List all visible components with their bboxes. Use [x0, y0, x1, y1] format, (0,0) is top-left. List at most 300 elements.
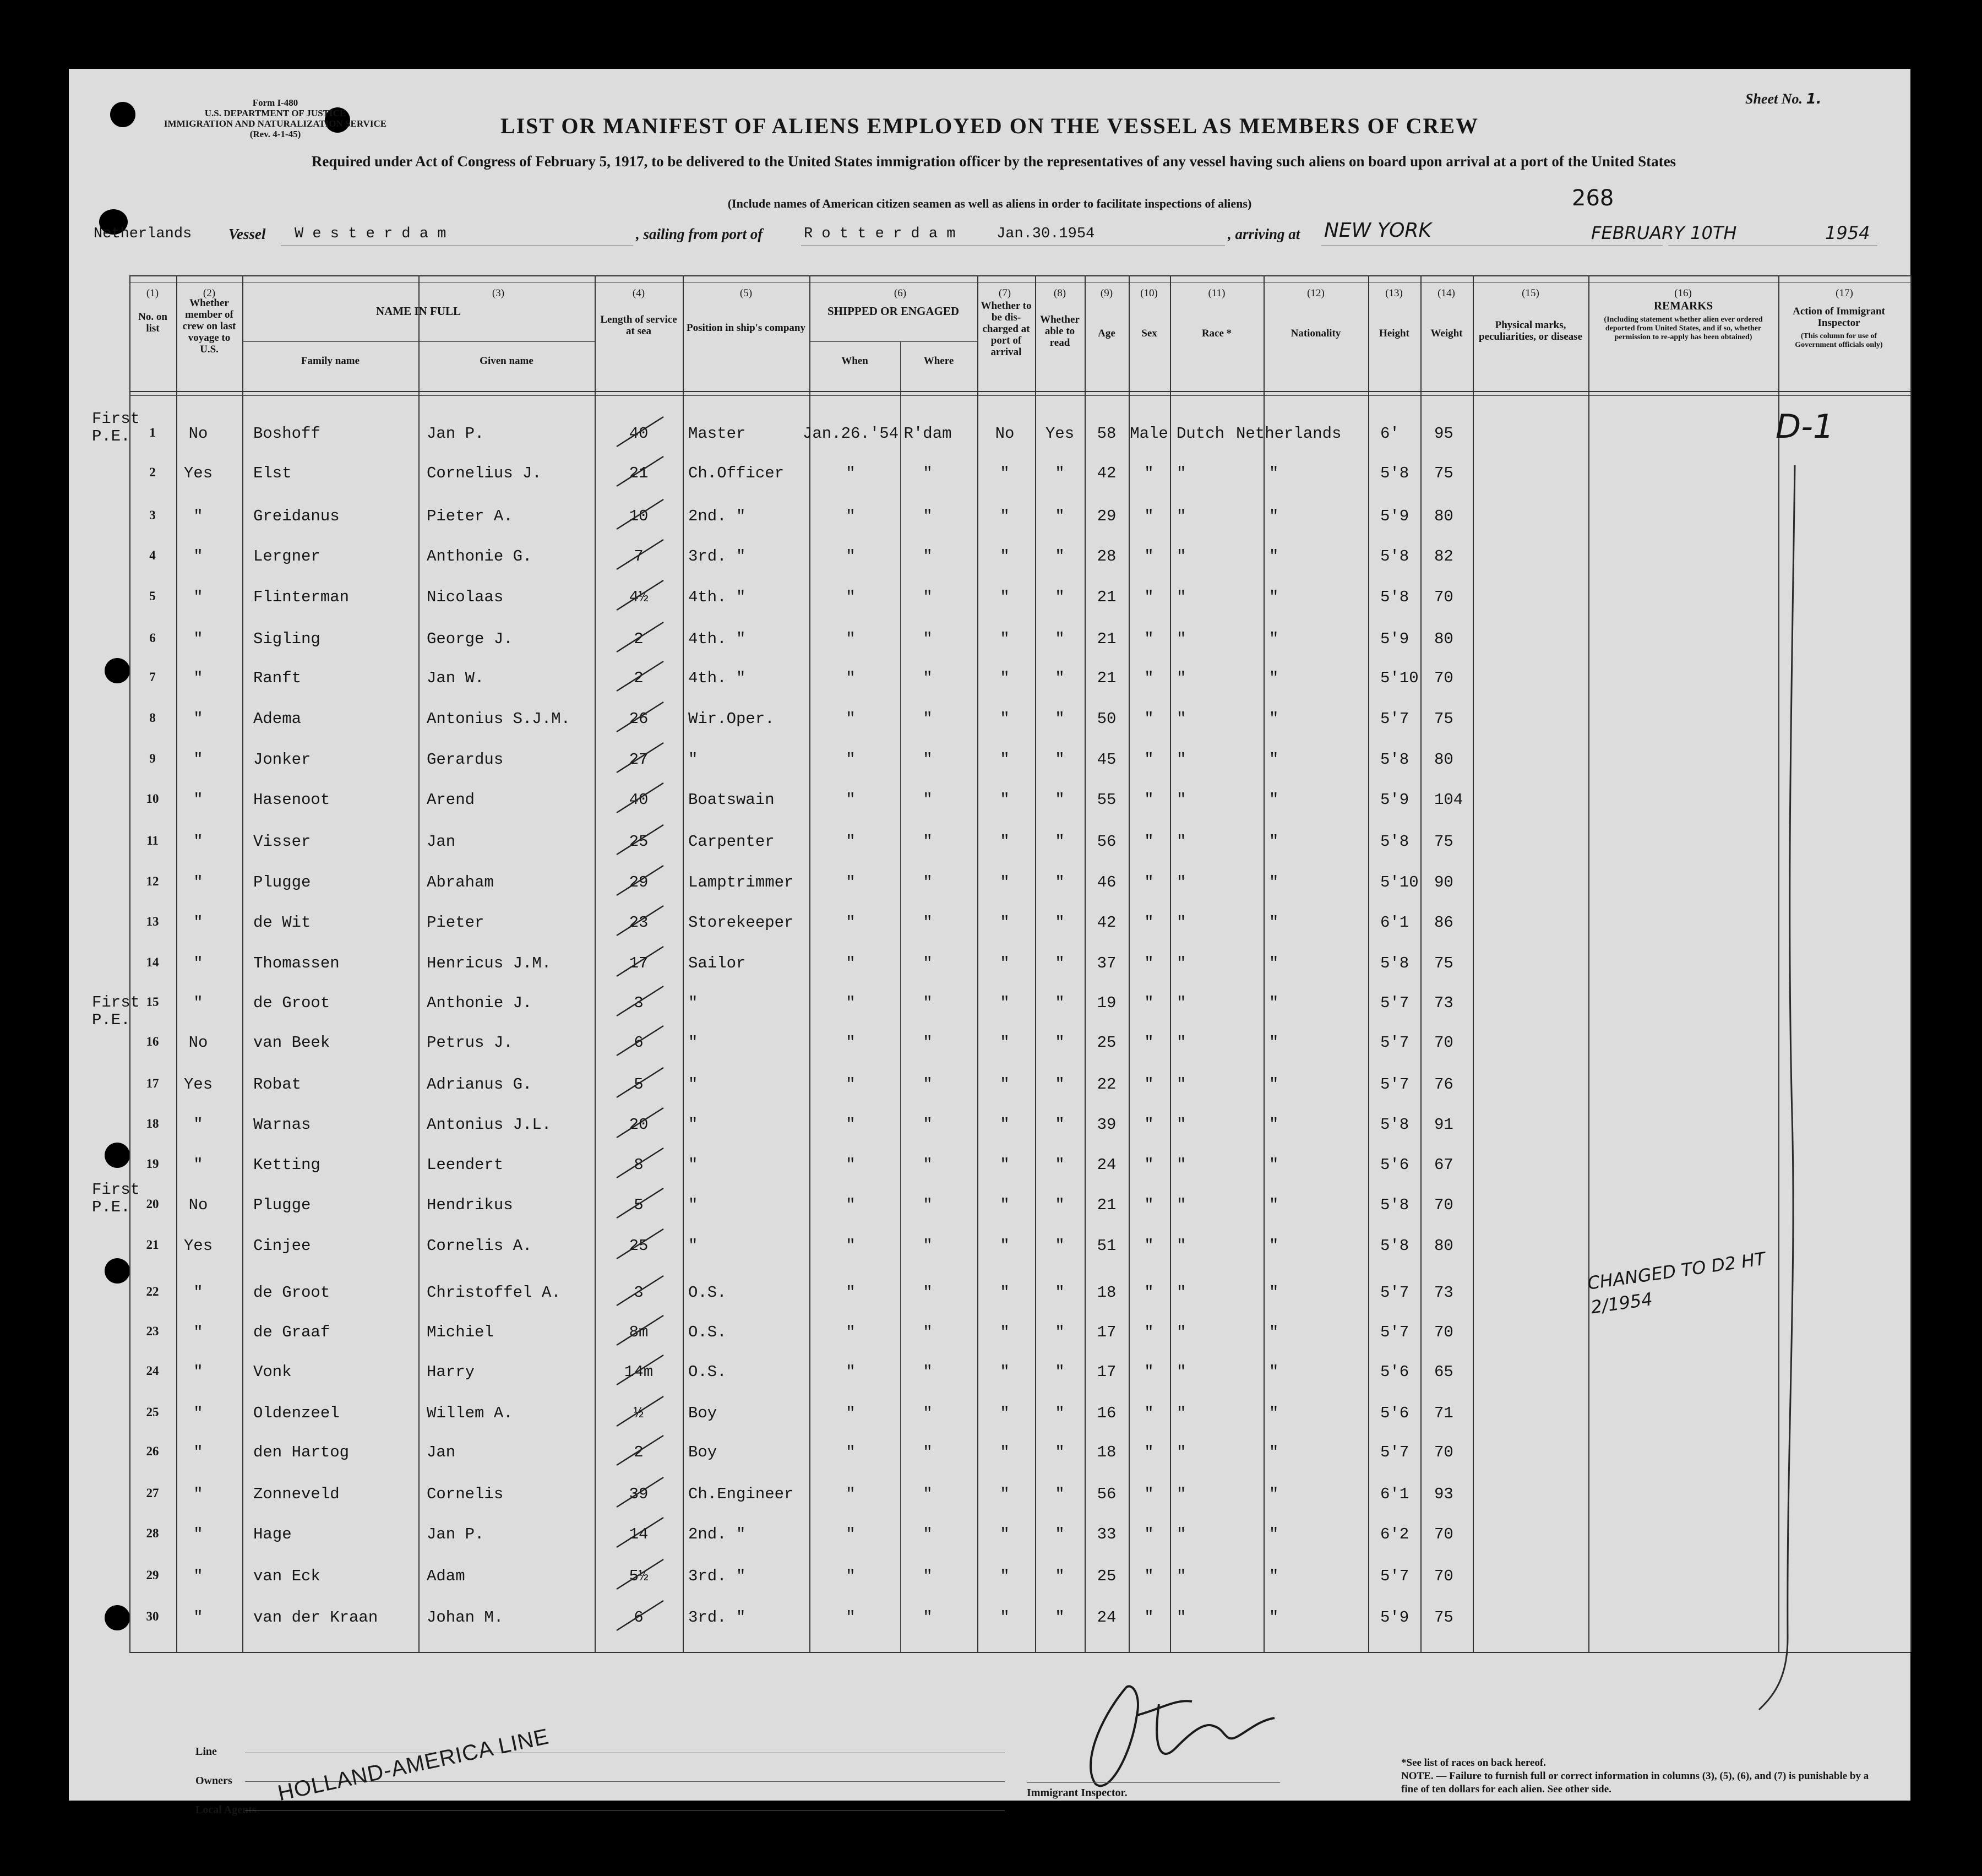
- last-voyage-cell: ": [193, 1323, 203, 1341]
- footer-notes: [1401, 1757, 1886, 1796]
- race-cell: ": [1177, 954, 1186, 972]
- able-read-cell: ": [1055, 873, 1065, 891]
- given-name-cell: Jan: [427, 833, 456, 851]
- race-cell: ": [1177, 1404, 1186, 1422]
- position-cell: Ch.Officer: [688, 464, 785, 482]
- position-cell: Wir.Oper.: [688, 710, 775, 728]
- last-voyage-cell: No: [188, 1196, 208, 1214]
- given-name-cell: Henricus J.M.: [427, 954, 552, 972]
- height-cell: 5'8: [1380, 1196, 1409, 1214]
- position-cell: Boy: [688, 1443, 717, 1461]
- height-cell: 5'7: [1380, 1075, 1409, 1094]
- race-cell: ": [1177, 833, 1186, 851]
- manifest-sheet: [69, 69, 1910, 1816]
- column-number: (6): [894, 287, 907, 299]
- nationality-cell: ": [1269, 1196, 1279, 1214]
- nationality-cell: ": [1269, 630, 1279, 648]
- age-cell: 17: [1097, 1363, 1117, 1381]
- age-cell: 21: [1097, 630, 1117, 648]
- service-cell: 2: [634, 630, 644, 648]
- col-nationality: Nationality: [1291, 328, 1341, 339]
- when-cell: ": [846, 994, 856, 1012]
- sex-cell: ": [1144, 1567, 1154, 1585]
- nationality-cell: ": [1269, 669, 1279, 687]
- where-cell: ": [923, 588, 933, 606]
- service-cell: 8: [634, 1156, 644, 1174]
- able-read-cell: ": [1055, 791, 1065, 809]
- row-number: 17: [146, 1076, 159, 1090]
- height-cell: 5'9: [1380, 630, 1409, 648]
- position-cell: ": [688, 1075, 698, 1094]
- col-weight: Weight: [1430, 328, 1463, 339]
- sex-cell: ": [1144, 1485, 1154, 1503]
- position-cell: O.S.: [688, 1363, 727, 1381]
- height-cell: 6'2: [1380, 1525, 1409, 1543]
- where-cell: ": [923, 1404, 933, 1422]
- form-revision: (Rev. 4-1-45): [249, 129, 301, 139]
- family-name-cell: de Groot: [253, 994, 330, 1012]
- col-family-name: Family name: [301, 355, 360, 367]
- height-cell: 5'6: [1380, 1156, 1409, 1174]
- row-number: 25: [146, 1405, 159, 1419]
- column-number: (14): [1438, 287, 1455, 299]
- able-read-cell: ": [1055, 994, 1065, 1012]
- sex-cell: ": [1144, 1608, 1154, 1627]
- nationality-cell: ": [1269, 954, 1279, 972]
- service-cell: 14: [629, 1525, 649, 1543]
- row-number: 24: [146, 1364, 159, 1378]
- able-read-cell: ": [1055, 1404, 1065, 1422]
- row-number: 16: [146, 1035, 159, 1048]
- age-cell: 22: [1097, 1075, 1117, 1094]
- position-cell: ": [688, 1237, 698, 1255]
- col-shipped-engaged: SHIPPED OR ENGAGED: [827, 304, 960, 318]
- given-name-cell: Jan W.: [427, 669, 484, 687]
- sex-cell: ": [1144, 710, 1154, 728]
- weight-cell: 86: [1434, 913, 1453, 932]
- last-voyage-cell: ": [193, 1156, 203, 1174]
- where-cell: ": [923, 1485, 933, 1503]
- height-cell: 5'10: [1380, 873, 1419, 891]
- position-cell: ": [688, 1156, 698, 1174]
- sex-cell: ": [1144, 1284, 1154, 1302]
- age-cell: 45: [1097, 751, 1117, 769]
- family-name-cell: Ketting: [253, 1156, 320, 1174]
- family-name-cell: den Hartog: [253, 1443, 350, 1461]
- where-cell: ": [923, 1116, 933, 1134]
- able-read-cell: ": [1055, 547, 1065, 565]
- discharged-cell: ": [1000, 1034, 1010, 1052]
- given-name-cell: Petrus J.: [427, 1034, 513, 1052]
- where-cell: ": [923, 507, 933, 525]
- service-cell: 25: [629, 833, 649, 851]
- able-read-cell: ": [1055, 1075, 1065, 1094]
- row-number: 15: [146, 995, 159, 1009]
- nationality-cell: ": [1269, 1237, 1279, 1255]
- when-cell: ": [846, 588, 856, 606]
- last-voyage-cell: ": [193, 588, 203, 606]
- weight-cell: 80: [1434, 630, 1453, 648]
- when-cell: ": [846, 833, 856, 851]
- sex-cell: ": [1144, 1443, 1154, 1461]
- height-cell: 5'8: [1380, 954, 1409, 972]
- last-voyage-cell: ": [193, 751, 203, 769]
- when-cell: ": [846, 1323, 856, 1341]
- column-number: (4): [632, 287, 645, 299]
- service-cell: 2: [634, 669, 644, 687]
- nationality-cell: ": [1269, 1404, 1279, 1422]
- given-name-cell: Christoffel A.: [427, 1284, 561, 1302]
- nationality-cell: ": [1269, 1323, 1279, 1341]
- row-number: 1: [149, 426, 156, 439]
- weight-cell: 75: [1434, 710, 1453, 728]
- given-name-cell: Jan P.: [427, 425, 484, 443]
- race-cell: ": [1177, 630, 1186, 648]
- sex-cell: ": [1144, 630, 1154, 648]
- discharged-cell: ": [1000, 1443, 1010, 1461]
- sex-cell: ": [1144, 1363, 1154, 1381]
- weight-cell: 71: [1434, 1404, 1453, 1422]
- family-name-cell: Oldenzeel: [253, 1404, 340, 1422]
- service-cell: 8m: [629, 1323, 649, 1341]
- position-cell: ": [688, 1034, 698, 1052]
- race-cell: ": [1177, 464, 1186, 482]
- where-cell: ": [923, 833, 933, 851]
- service-checkmark: [611, 901, 672, 945]
- sex-cell: ": [1144, 1116, 1154, 1134]
- race-cell: ": [1177, 751, 1186, 769]
- service-cell: 21: [629, 464, 649, 482]
- height-cell: 6'1: [1380, 913, 1409, 932]
- where-cell: ": [923, 1567, 933, 1585]
- race-cell: Dutch: [1177, 425, 1225, 443]
- col-where: Where: [923, 355, 954, 367]
- row-number: 27: [146, 1486, 159, 1500]
- service-checkmark: [611, 1144, 672, 1188]
- service-cell: 3: [634, 994, 644, 1012]
- age-cell: 50: [1097, 710, 1117, 728]
- row-number: 30: [146, 1609, 159, 1623]
- where-cell: ": [923, 710, 933, 728]
- last-voyage-cell: ": [193, 994, 203, 1012]
- service-cell: 6: [634, 1034, 644, 1052]
- action-mark: D-1: [1776, 407, 1834, 446]
- family-name-cell: de Wit: [253, 913, 311, 932]
- given-name-cell: Cornelis A.: [427, 1237, 532, 1255]
- position-cell: Sailor: [688, 954, 746, 972]
- height-cell: 5'8: [1380, 833, 1409, 851]
- service-checkmark: [611, 535, 672, 579]
- height-cell: 5'8: [1380, 1237, 1409, 1255]
- height-cell: 5'6: [1380, 1404, 1409, 1422]
- nationality-cell: ": [1269, 913, 1279, 932]
- when-cell: Jan.26.'54: [802, 425, 899, 443]
- position-cell: Storekeeper: [688, 913, 794, 932]
- able-read-cell: ": [1055, 954, 1065, 972]
- race-cell: ": [1177, 1075, 1186, 1094]
- column-number: (13): [1385, 287, 1403, 299]
- able-read-cell: ": [1055, 710, 1065, 728]
- where-cell: ": [923, 913, 933, 932]
- line-label: Line: [195, 1746, 217, 1758]
- family-name-cell: Sigling: [253, 630, 320, 648]
- discharged-cell: ": [1000, 669, 1010, 687]
- column-rule: [1473, 275, 1474, 1652]
- given-name-cell: Anthonie G.: [427, 547, 532, 565]
- service-checkmark: [611, 698, 672, 742]
- when-cell: ": [846, 1485, 856, 1503]
- able-read-cell: ": [1055, 1567, 1065, 1585]
- height-cell: 5'9: [1380, 1608, 1409, 1627]
- nationality-cell: ": [1269, 1608, 1279, 1627]
- col-given-name: Given name: [480, 355, 533, 367]
- service-checkmark: [611, 618, 672, 662]
- age-cell: 51: [1097, 1237, 1117, 1255]
- discharged-cell: ": [1000, 464, 1010, 482]
- position-cell: 2nd. ": [688, 1525, 746, 1543]
- service-cell: 40: [629, 791, 649, 809]
- weight-cell: 75: [1434, 1608, 1453, 1627]
- where-cell: ": [923, 1034, 933, 1052]
- age-cell: 29: [1097, 507, 1117, 525]
- discharged-cell: ": [1000, 1608, 1010, 1627]
- height-cell: 5'8: [1380, 547, 1409, 565]
- discharged-cell: ": [1000, 1156, 1010, 1174]
- given-name-cell: Anthonie J.: [427, 994, 532, 1012]
- service-checkmark: [611, 1431, 672, 1475]
- service-checkmark: [611, 779, 672, 823]
- race-cell: ": [1177, 1525, 1186, 1543]
- discharged-cell: ": [1000, 1363, 1010, 1381]
- where-cell: ": [923, 1608, 933, 1627]
- height-cell: 5'10: [1380, 669, 1419, 687]
- subtitle: Required under Act of Congress of February 5, 1917, to be delivered to the United States immigration officer by the representatives of any vessel having such aliens on board upon arrival at a port of the United States: [311, 153, 1676, 170]
- position-cell: ": [688, 751, 698, 769]
- discharged-cell: ": [1000, 547, 1010, 565]
- discharged-cell: ": [1000, 1404, 1010, 1422]
- age-cell: 28: [1097, 547, 1117, 565]
- where-cell: ": [923, 1525, 933, 1543]
- last-voyage-cell: ": [193, 873, 203, 891]
- discharged-cell: ": [1000, 791, 1010, 809]
- service-checkmark: [611, 1021, 672, 1065]
- last-voyage-cell: ": [193, 1363, 203, 1381]
- family-name-cell: Lergner: [253, 547, 320, 565]
- col-discharged: Whether to be dis-charged at port of arrival: [981, 300, 1032, 358]
- weight-cell: 73: [1434, 1284, 1453, 1302]
- col-no-on-list: No. on list: [138, 311, 167, 334]
- able-read-cell: ": [1055, 1196, 1065, 1214]
- when-cell: ": [846, 507, 856, 525]
- race-cell: ": [1177, 507, 1186, 525]
- when-cell: ": [846, 913, 856, 932]
- vessel-name: W e s t e r d a m: [295, 226, 447, 242]
- when-cell: ": [846, 791, 856, 809]
- last-voyage-cell: ": [193, 669, 203, 687]
- column-number: (10): [1140, 287, 1158, 299]
- discharged-cell: ": [1000, 751, 1010, 769]
- row-number: 7: [149, 670, 156, 684]
- nationality-cell: ": [1269, 547, 1279, 565]
- race-cell: ": [1177, 1485, 1186, 1503]
- given-name-cell: Nicolaas: [427, 588, 504, 606]
- margin-note-first-pe: First P.E.: [92, 410, 140, 445]
- able-read-cell: ": [1055, 1443, 1065, 1461]
- weight-cell: 82: [1434, 547, 1453, 565]
- service-checkmark: [611, 820, 672, 864]
- where-cell: ": [923, 547, 933, 565]
- nationality-cell: ": [1269, 751, 1279, 769]
- last-voyage-cell: ": [193, 913, 203, 932]
- when-cell: ": [846, 1237, 856, 1255]
- where-cell: R'dam: [903, 425, 952, 443]
- service-checkmark: [611, 1063, 672, 1107]
- col-sex: Sex: [1141, 328, 1157, 339]
- service-checkmark: [611, 1184, 672, 1228]
- discharged-cell: ": [1000, 1196, 1010, 1214]
- age-cell: 24: [1097, 1156, 1117, 1174]
- row-number: 2: [149, 465, 156, 479]
- form-number: Form I-480: [252, 97, 298, 108]
- family-name-cell: Visser: [253, 833, 311, 851]
- service-cell: 10: [629, 507, 649, 525]
- nationality-cell: ": [1269, 1485, 1279, 1503]
- vessel-flag: Netherlands: [94, 226, 192, 242]
- column-number: (5): [739, 287, 753, 299]
- weight-cell: 76: [1434, 1075, 1453, 1094]
- when-cell: ": [846, 1525, 856, 1543]
- family-name-cell: Flinterman: [253, 588, 350, 606]
- position-cell: 2nd. ": [688, 507, 746, 525]
- table-top-rule: [129, 275, 1910, 276]
- row-number: 6: [149, 631, 156, 645]
- weight-cell: 90: [1434, 873, 1453, 891]
- margin-note-first-pe: First P.E.: [92, 993, 140, 1029]
- family-name-cell: Jonker: [253, 751, 311, 769]
- height-cell: 5'8: [1380, 1116, 1409, 1134]
- last-voyage-cell: ": [193, 710, 203, 728]
- age-cell: 19: [1097, 994, 1117, 1012]
- position-cell: 4th. ": [688, 669, 746, 687]
- able-read-cell: ": [1055, 507, 1065, 525]
- family-name-cell: Robat: [253, 1075, 302, 1094]
- given-name-cell: Willem A.: [427, 1404, 513, 1422]
- age-cell: 37: [1097, 954, 1117, 972]
- given-name-cell: Cornelius J.: [427, 464, 542, 482]
- able-read-cell: ": [1055, 913, 1065, 932]
- sex-cell: ": [1144, 507, 1154, 525]
- discharged-cell: ": [1000, 994, 1010, 1012]
- weight-cell: 73: [1434, 994, 1453, 1012]
- where-cell: ": [923, 464, 933, 482]
- given-name-cell: Johan M.: [427, 1608, 504, 1627]
- when-cell: ": [846, 710, 856, 728]
- row-number: 21: [146, 1238, 159, 1252]
- given-name-cell: Adrianus G.: [427, 1075, 532, 1094]
- service-cell: 29: [629, 873, 649, 891]
- col-action: Action of Immigrant Inspector: [1793, 306, 1885, 329]
- family-name-cell: Thomassen: [253, 954, 340, 972]
- nationality-cell: ": [1269, 588, 1279, 606]
- sheet-value: 1.: [1806, 91, 1822, 107]
- height-cell: 5'7: [1380, 1284, 1409, 1302]
- race-cell: ": [1177, 1363, 1186, 1381]
- able-read-cell: ": [1055, 1485, 1065, 1503]
- height-cell: 5'7: [1380, 1034, 1409, 1052]
- able-read-cell: ": [1055, 1034, 1065, 1052]
- column-number: (15): [1522, 287, 1539, 299]
- service-checkmark: [611, 412, 672, 456]
- weight-cell: 75: [1434, 833, 1453, 851]
- position-cell: 3rd. ": [688, 1608, 746, 1627]
- discharged-cell: ": [1000, 588, 1010, 606]
- sex-cell: ": [1144, 994, 1154, 1012]
- able-read-cell: ": [1055, 464, 1065, 482]
- sex-cell: Male: [1130, 425, 1168, 443]
- nationality-cell: ": [1269, 1034, 1279, 1052]
- race-cell: ": [1177, 994, 1186, 1012]
- service-checkmark: [611, 495, 672, 539]
- row-number: 22: [146, 1285, 159, 1298]
- service-cell: 27: [629, 751, 649, 769]
- service-cell: 39: [629, 1485, 649, 1503]
- weight-cell: 104: [1434, 791, 1463, 809]
- service: IMMIGRATION AND NATURALIZATION SERVICE: [164, 118, 387, 129]
- col-last-voyage: Whether member of crew on last voyage to U.S.: [182, 297, 236, 355]
- fine-note: NOTE. — Failure to furnish full or correct information in columns (3), (5), (6), and (7) is punishable by a fine of ten dollars for each alien. See other side.: [1401, 1770, 1869, 1795]
- discharged-cell: ": [1000, 1116, 1010, 1134]
- family-name-cell: Ranft: [253, 669, 302, 687]
- sex-cell: ": [1144, 1525, 1154, 1543]
- when-cell: ": [846, 1284, 856, 1302]
- shipped-subheader-rule: [809, 341, 977, 342]
- when-cell: ": [846, 1196, 856, 1214]
- family-name-cell: van Beek: [253, 1034, 330, 1052]
- nationality-cell: ": [1269, 1363, 1279, 1381]
- nationality-cell: ": [1269, 1284, 1279, 1302]
- column-number: (1): [146, 287, 159, 299]
- column-number: (12): [1307, 287, 1325, 299]
- last-voyage-cell: ": [193, 954, 203, 972]
- sex-cell: ": [1144, 913, 1154, 932]
- row-number: 9: [149, 752, 156, 765]
- position-cell: Ch.Engineer: [688, 1485, 794, 1503]
- given-name-cell: Jan: [427, 1443, 456, 1461]
- height-cell: 5'7: [1380, 1443, 1409, 1461]
- discharged-cell: ": [1000, 1323, 1010, 1341]
- sex-cell: ": [1144, 1075, 1154, 1094]
- arriving-label: , arriving at: [1228, 226, 1300, 242]
- arrival-year: 1954: [1825, 222, 1870, 243]
- able-read-cell: ": [1055, 751, 1065, 769]
- service-checkmark: [611, 657, 672, 701]
- able-read-cell: Yes: [1045, 425, 1075, 443]
- column-number: (17): [1836, 287, 1853, 299]
- col-physical-marks: Physical marks, peculiarities, or disease: [1478, 319, 1583, 342]
- when-cell: ": [846, 464, 856, 482]
- discharged-cell: ": [1000, 913, 1010, 932]
- sex-cell: ": [1144, 791, 1154, 809]
- family-name-cell: Zonneveld: [253, 1485, 340, 1503]
- race-cell: ": [1177, 1237, 1186, 1255]
- sex-cell: ": [1144, 588, 1154, 606]
- column-number: (7): [998, 287, 1011, 299]
- position-cell: Lamptrimmer: [688, 873, 794, 891]
- inspector-label: Immigrant Inspector.: [1027, 1787, 1128, 1799]
- where-cell: ": [923, 791, 933, 809]
- position-cell: ": [688, 1116, 698, 1134]
- able-read-cell: ": [1055, 1284, 1065, 1302]
